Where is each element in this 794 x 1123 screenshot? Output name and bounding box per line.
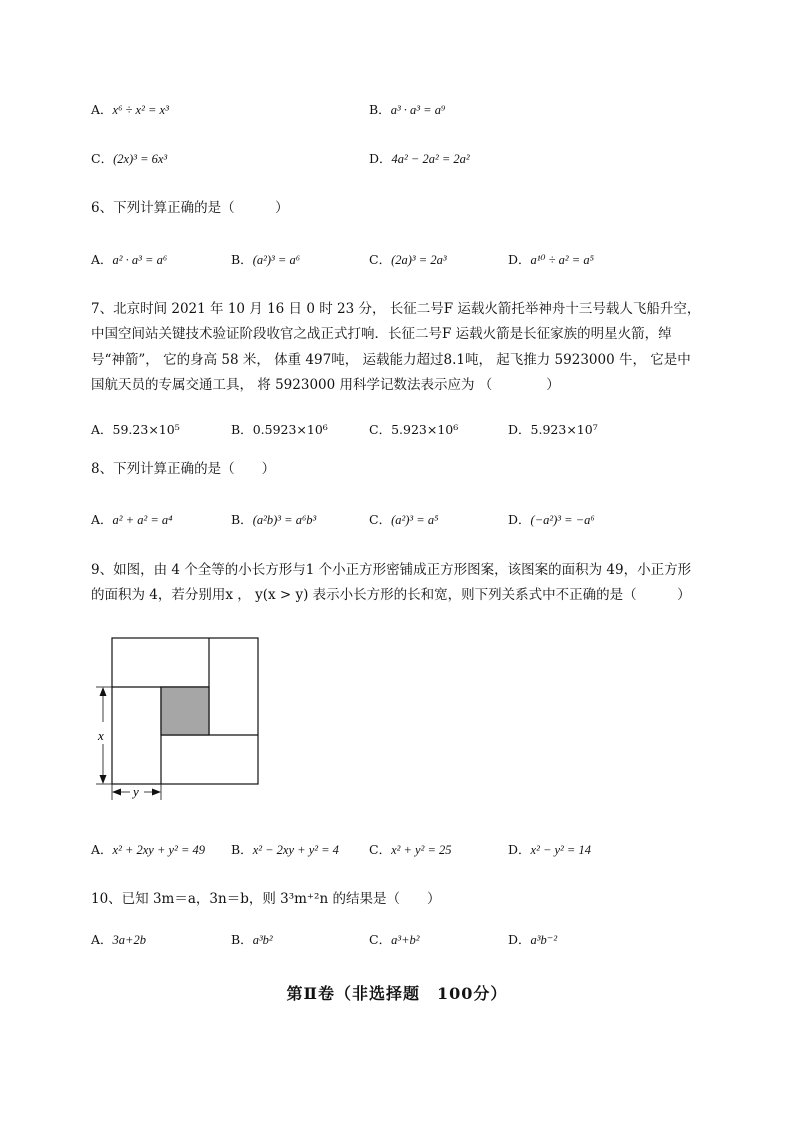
x-arrow-down <box>100 775 107 784</box>
q8-option-b: B．(a²b)³ = a⁶b³ <box>231 512 317 527</box>
q5-option-c: C．(2x)³ = 6x³ <box>91 151 168 166</box>
q7-line-3: 号“神箭”， 它的身高 58 米， 体重 497吨， 运载能力超过8.1吨， 起飞推力 5923000 牛， 它是中 <box>91 352 691 368</box>
q9-option-c: C．x² + y² = 25 <box>369 842 452 857</box>
q6-stem: 6、下列计算正确的是（ ） <box>91 200 289 216</box>
q9-option-a: A．x² + 2xy + y² = 49 <box>91 842 206 857</box>
q7-line-1: 7、北京时间 2021 年 10 月 16 日 0 时 23 分， 长征二号F 运载火箭托举神舟十三号载人飞船升空， <box>91 301 701 317</box>
q6-option-d: D．a¹⁰ ÷ a² = a⁵ <box>508 252 594 267</box>
q5-option-d: D．4a² − 2a² = 2a² <box>369 151 470 166</box>
q6-option-a: A．a² · a³ = a⁶ <box>91 252 168 267</box>
q7-line-4: 国航天员的专属交通工具， 将 5923000 用科学记数法表示应为 （ ） <box>91 377 560 393</box>
q8-option-c: C．(a²)³ = a⁵ <box>369 512 439 527</box>
y-arrow-right <box>152 789 161 796</box>
q9-line-2: 的面积为 4，若分别用x ， y(x > y) 表示小长方形的长和宽，则下列关系式中不正确的是（ ） <box>91 587 691 603</box>
y-label: y <box>133 784 139 799</box>
q9-option-b: B．x² − 2xy + y² = 4 <box>231 842 339 857</box>
q9-option-d: D．x² − y² = 14 <box>508 842 591 857</box>
q8-stem: 8、下列计算正确的是（ ） <box>91 461 276 477</box>
q7-option-c: C．5.923×10⁶ <box>369 422 459 437</box>
q8-option-d: D．(−a²)³ = −a⁶ <box>508 512 595 527</box>
q5-option-a: A．x⁶ ÷ x² = x³ <box>91 102 169 117</box>
small-square <box>161 687 209 735</box>
q7-line-2: 中国空间站关键技术验证阶段收官之战正式打响．长征二号F 运载火箭是长征家族的明星火箭，绰 <box>91 326 672 342</box>
q8-option-a: A．a² + a² = a⁴ <box>91 512 173 527</box>
q10-stem: 10、已知 3m＝a，3n＝b，则 3³m⁺²n 的结果是（ ） <box>91 891 441 907</box>
q7-option-b: B．0.5923×10⁶ <box>231 422 328 437</box>
q9-figure <box>88 630 268 805</box>
q7-option-a: A．59.23×10⁵ <box>91 422 180 437</box>
y-arrow-left <box>112 789 121 796</box>
q10-option-a: A．3a+2b <box>91 932 146 947</box>
x-label: x <box>98 728 104 743</box>
section-title: 第Ⅱ卷（非选择题 100分） <box>286 984 508 1003</box>
q7-option-d: D．5.923×10⁷ <box>508 422 598 437</box>
q5-option-b: B．a³ · a³ = a⁹ <box>369 102 446 117</box>
x-arrow-up <box>100 687 107 696</box>
q6-option-b: B．(a²)³ = a⁶ <box>231 252 301 267</box>
q9-line-1: 9、如图，由 4 个全等的小长方形与1 个小正方形密铺成正方形图案，该图案的面积为 49，小正方形 <box>91 562 692 578</box>
q10-option-c: C．a³+b² <box>369 932 420 947</box>
q10-option-b: B．a³b² <box>231 932 273 947</box>
q10-option-d: D．a³b⁻² <box>508 932 558 947</box>
q6-option-c: C．(2a)³ = 2a³ <box>369 252 447 267</box>
